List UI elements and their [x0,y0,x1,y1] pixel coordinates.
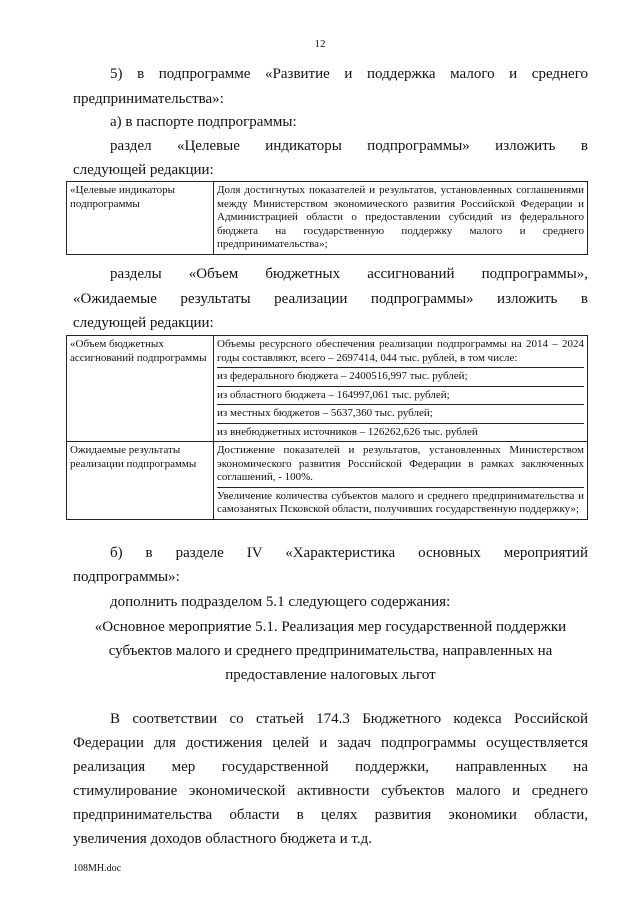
paragraph-line: раздел «Целевые индикаторы подпрограммы» изложить в [110,138,588,154]
section-heading: предоставление налоговых льгот [225,667,436,683]
body-line: Федерации для достижения целей и задач подпрограммы осуществляется [73,735,588,751]
body-line: стимулирование экономической активности субъектов малого и среднего [73,783,588,799]
results-line: Достижение показателей и результатов, установленных Министерством экономического развития Российской Федерации в рамках заключенных соглашений, - 100%. [217,442,584,488]
body-line: увеличения доходов областного бюджета и т.д. [73,831,372,847]
paragraph-line: б) в разделе IV «Характеристика основных мероприятий [110,545,588,561]
budget-results-table [66,335,588,520]
paragraph-line: разделы «Объем бюджетных ассигнований подпрограммы», [110,266,588,282]
results-cell [214,442,588,520]
budget-cell [214,336,588,442]
budget-line: из федерального бюджета – 2400516,997 тыс. рублей; [217,368,584,387]
paragraph-line: 5) в подпрограмме «Развитие и поддержка малого и среднего [110,66,588,82]
body-line: реализация мер государственной поддержки, направленных на [73,759,588,775]
budget-line: Объемы ресурсного обеспечения реализации подпрограммы на 2014 – 2024 годы составляют, всего – 2697414, 044 тыс. рублей, в том числе: [217,336,584,368]
paragraph-line: дополнить подразделом 5.1 следующего содержания: [110,594,451,610]
paragraph-line: а) в паспорте подпрограммы: [110,114,297,130]
section-heading: субъектов малого и среднего предпринимательства, направленных на [108,643,553,659]
paragraph-line: следующей редакции: [73,162,214,178]
paragraph-line: «Ожидаемые результаты реализации подпрограммы» изложить в [73,291,588,307]
budget-line: из местных бюджетов – 5637,360 тыс. рублей; [217,405,584,424]
table-cell-value: Доля достигнутых показателей и результатов, установленных соглашениями между Министерством экономического развития Российской Федерации и Администрацией области о предоставлении субсидий из федерального бюджета на государственную поддержку малого и среднего предпринимательства»; [214,182,588,255]
body-line: В соответствии со статьей 174.3 Бюджетного кодекса Российской [110,711,588,727]
table-cell-label: Ожидаемые результаты реализации подпрограммы [67,442,214,520]
budget-line: из областного бюджета – 164997,061 тыс. рублей; [217,387,584,406]
paragraph-line: следующей редакции: [73,315,214,331]
table-cell-label: «Целевые индикаторы подпрограммы [67,182,214,255]
paragraph-line: подпрограммы»: [73,569,180,585]
target-indicators-table [66,181,588,255]
section-heading: «Основное мероприятие 5.1. Реализация мер государственной поддержки [94,619,567,635]
body-line: предпринимательства области в целях развития экономики области, [73,807,588,823]
results-line: Увеличение количества субъектов малого и среднего предпринимательства и самозанятых Псковской области, получивших государственную поддержку»; [217,489,584,515]
file-name-footer: 108МН.doc [73,863,122,874]
budget-line: из внебюджетных источников – 126262,626 тыс. рублей [217,425,478,438]
paragraph-line: предпринимательства»: [73,91,224,107]
page-number: 12 [314,38,326,50]
table-cell-label: «Объем бюджетных ассигнований подпрограммы [67,336,214,442]
